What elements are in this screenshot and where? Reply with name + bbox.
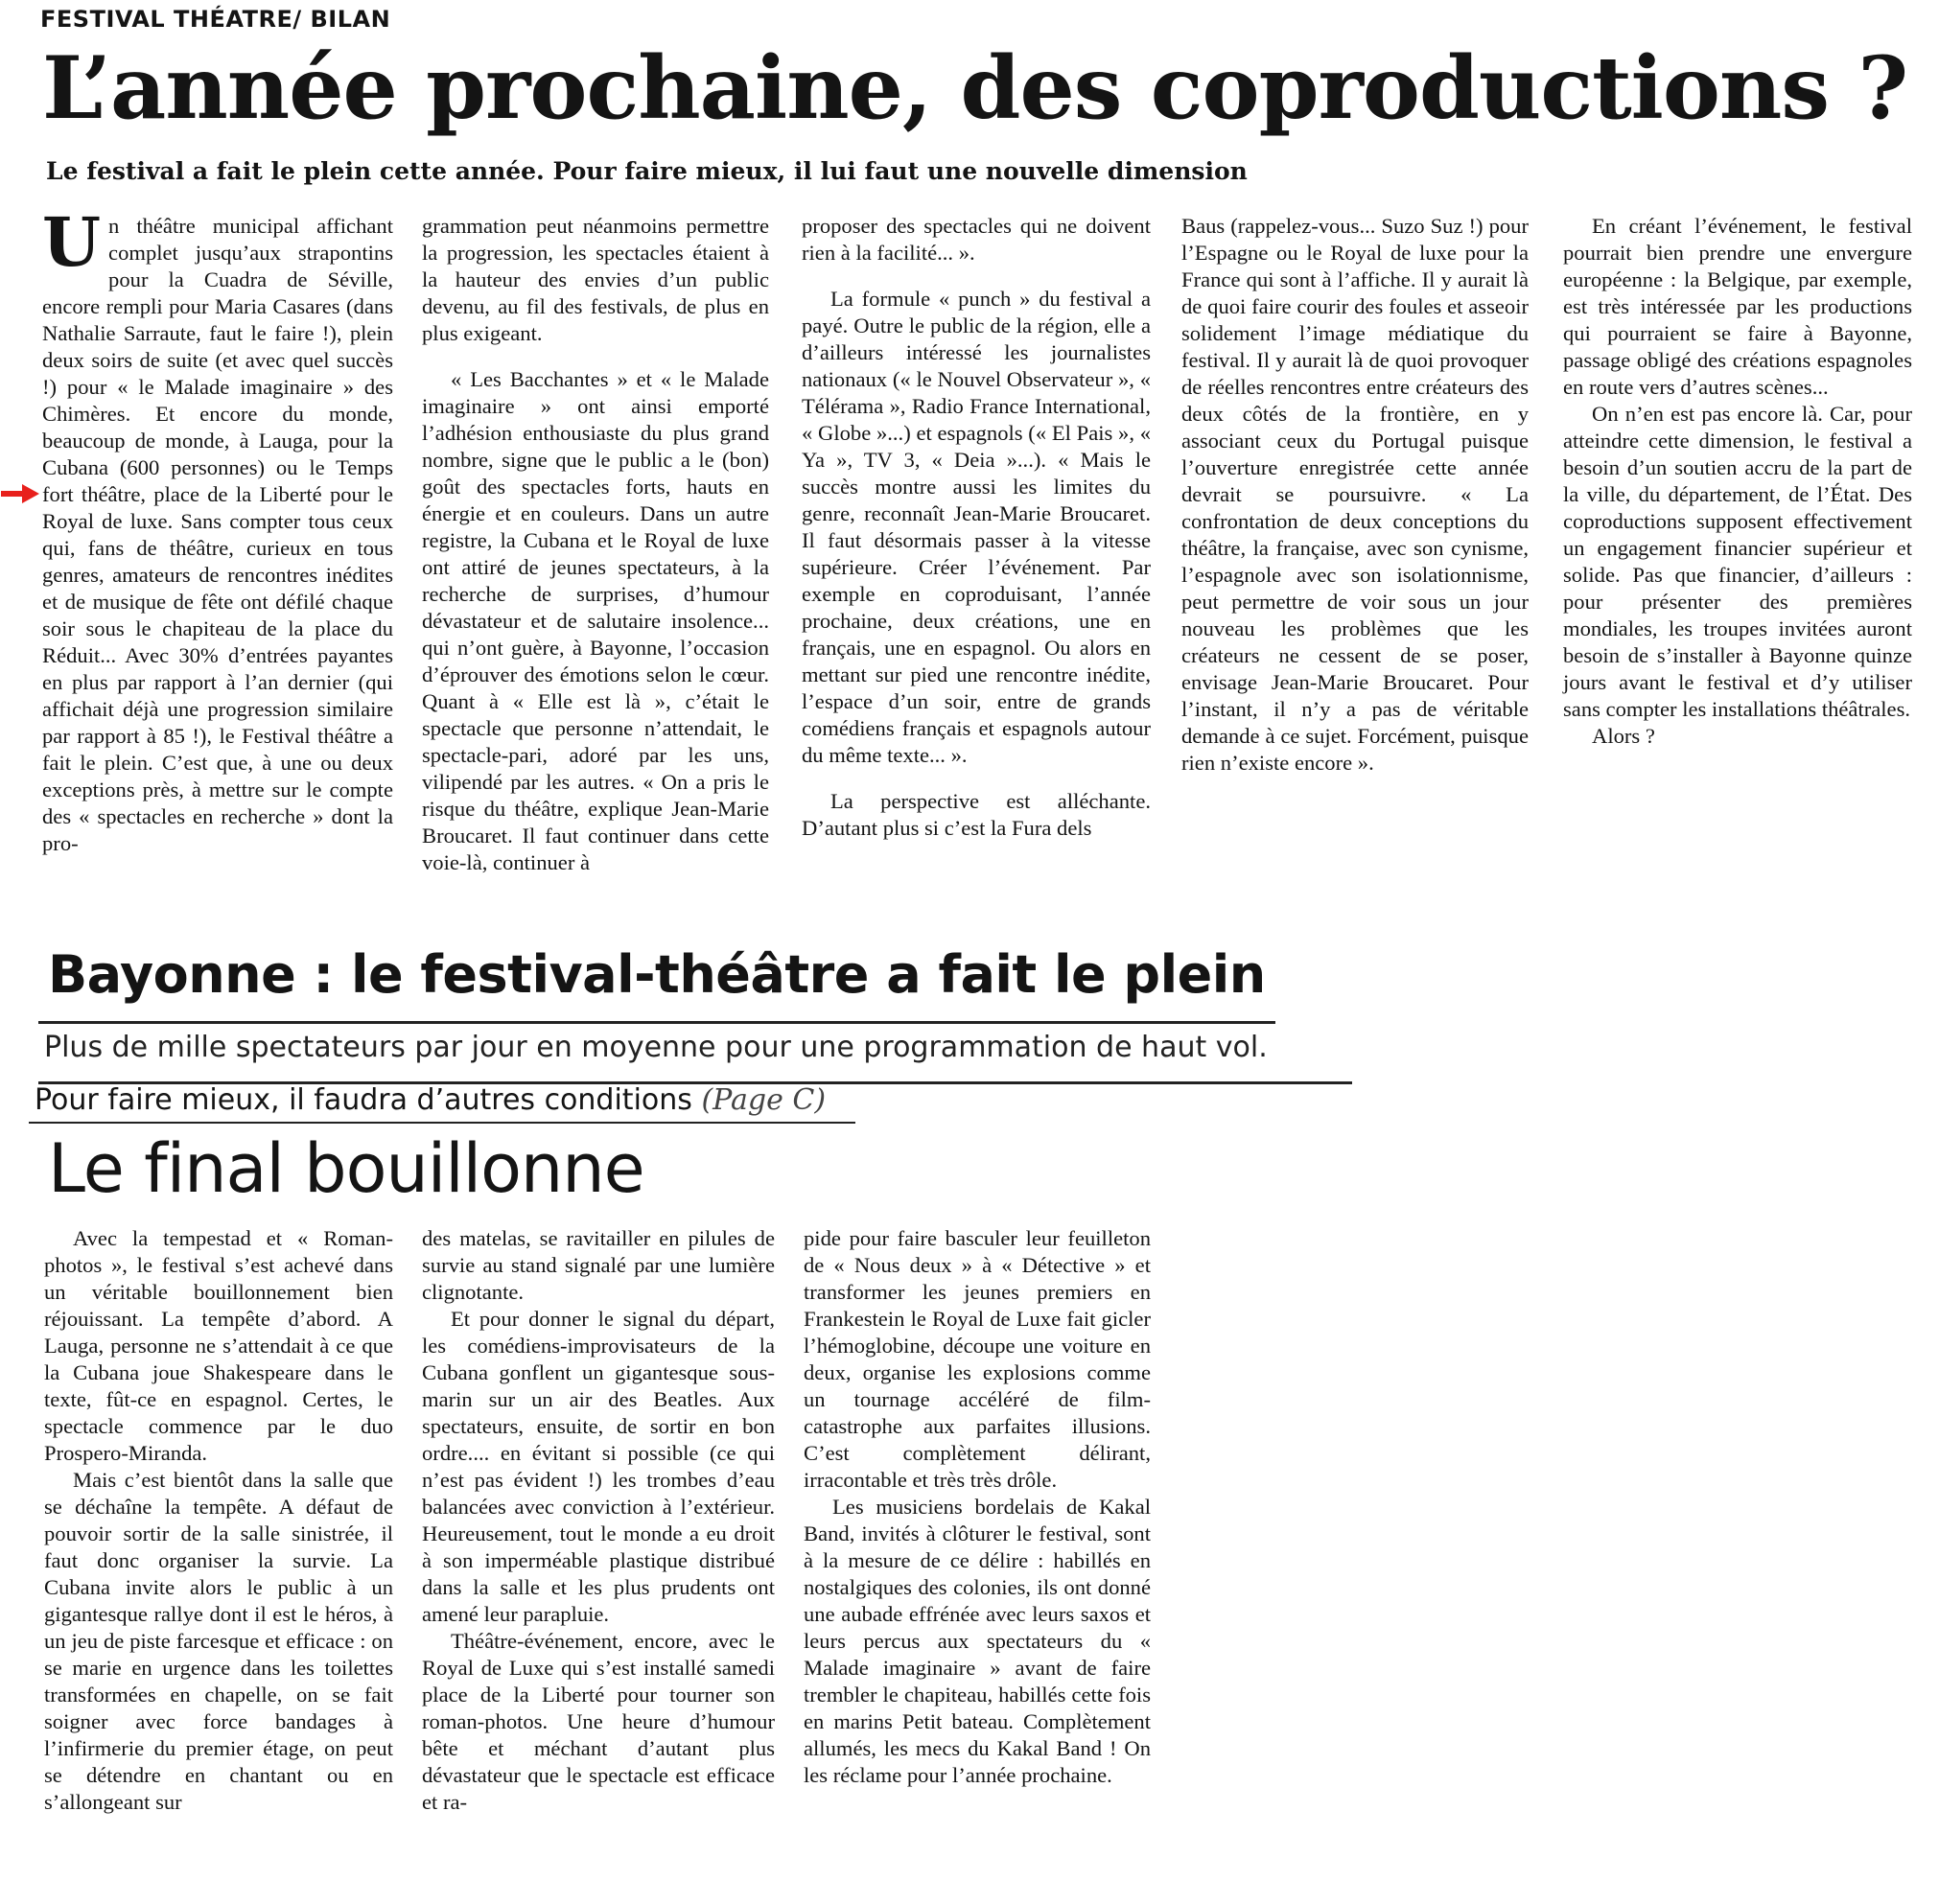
paragraph: pide pour faire basculer leur feuilleton de « Nous deux » à « Détective » et transformer les jeunes premiers en Frankestein le Royal de Luxe fait gicler l’hémoglobine, découpe une voiture en deux, organise les explosions comme un tournage accéléré de film-catastrophe aux parfaites illusions. C’est complètement délirant, irracontable et très très drôle.	[804, 1226, 1151, 1492]
paragraph: Théâtre-événement, encore, avec le Royal de Luxe qui s’est installé samedi place de la Liberté pour tourner son roman-photos. Une heure d’humour bête et méchant d’autant plus dévastateur que le spectacle est efficace et ra-	[422, 1629, 775, 1814]
paragraph: proposer des spectacles qui ne doivent rien à la facilité... ».	[802, 214, 1151, 265]
subheadline: Le festival a fait le plein cette année. Pour faire mieux, il lui faut une nouvelle dimension	[46, 157, 1248, 185]
column-1	[42, 202, 393, 857]
paragraph: « Les Bacchantes » et « le Malade imaginaire » ont ainsi emporté l’adhésion enthousiaste du plus grand nombre, signe que le public a le (bon) goût des spectacles forts, hauts en énergie et en couleurs. Dans un autre registre, la Cubana et le Royal de luxe ont attiré de jeunes spectateurs, à la recherche de surprises, d’humour dévastateur et de salutaire insolence... qui n’ont guère, à Bayonne, l’occasion d’éprouver des émotions selon le cœur. Quant à « Elle est là », c’était le spectacle que personne n’attendait, le spectacle-pari, adoré par les uns, vilipendé par les autres. « On a pris le risque du théâtre, explique Jean-Marie Broucaret. Il faut continuer dans cette voie-là, continuer à	[422, 367, 769, 874]
paragraph: Les musiciens bordelais de Kakal Band, invités à clôturer le festival, sont à la mesure de ce délire : habillés en nostalgiques des colonies, ils ont donné une aubade effrénée avec leurs saxos et leurs percus aux spectateurs du « Malade imaginaire » avant de faire trembler le chapiteau, habillés cette fois en marins Petit bateau. Complètement allumés, les mecs du Kakal Band ! On les réclame pour l’année prochaine.	[804, 1495, 1151, 1787]
paragraph: Et pour donner le signal du départ, les comédiens-improvisateurs de la Cubana gonflent un gigantesque sous-marin sur un air des Beatles. Aux spectateurs, ensuite, de sortir en bon ordre.... en évitant si possible (ce qui n’est pas évident !) les trombes d’eau balancées avec conviction à l’extérieur. Heureusement, tout le monde a eu droit à son imperméable plastique distribué dans la salle et les plus prudents ont amené leur parapluie.	[422, 1307, 775, 1626]
drop-cap: U	[42, 202, 102, 282]
kicker: FESTIVAL THÉATRE/ BILAN	[40, 6, 391, 33]
paragraph: Avec la tempestad et « Roman-photos », le festival s’est achevé dans un véritable bouillonnement bien réjouissant. La tempête d’abord. A Lauga, personne ne s’attendait à ce que la Cubana joue Shakespeare dans le texte, fût-ce en espagnol. Certes, le spectacle commence par le duo Prospero-Miranda.	[44, 1226, 393, 1465]
column-5	[1563, 213, 1912, 750]
divider	[38, 1021, 1275, 1024]
divider	[29, 1122, 855, 1124]
headline: L’année prochaine, des coproductions ?	[42, 37, 1908, 139]
column-3	[802, 213, 1151, 842]
second-subheadline: Plus de mille spectateurs par jour en moyenne pour une programmation de haut vol.	[44, 1031, 1268, 1064]
column-c	[804, 1225, 1151, 1789]
column-2	[422, 213, 769, 876]
paragraph: En créant l’événement, le festival pourrait bien prendre une envergure européenne : la Belgique, par exemple, est très intéressée par les productions qui pourraient se faire à Bayonne, passage obligé des créations espagnoles en route vers d’autres scènes...	[1563, 214, 1912, 399]
teaser-line	[35, 1083, 826, 1117]
teaser-text: Pour faire mieux, il faudra d’autres conditions	[35, 1083, 692, 1117]
paragraph: Alors ?	[1592, 724, 1655, 748]
paragraph: La perspective est alléchante. D’autant plus si c’est la Fura dels	[802, 789, 1151, 840]
column-4	[1181, 213, 1529, 777]
column-a	[44, 1225, 393, 1816]
second-headline: Bayonne : le festival-théâtre a fait le plein	[48, 944, 1266, 1005]
page-reference: (Page C)	[701, 1083, 827, 1117]
red-arrow-icon	[1, 484, 39, 503]
paragraph: Mais c’est bientôt dans la salle que se déchaîne la tempête. A défaut de pouvoir sortir de la salle sinistrée, il faut donc organiser la survie. La Cubana invite alors le public à un gigantesque rallye dont il est le héros, à un jeu de piste farcesque et efficace : on se marie en urgence dans les toilettes transformées en chapelle, on se fait soigner avec force bandages à l’infirmerie du premier étage, on peut se détendre en chantant ou en s’allongeant sur	[44, 1468, 393, 1814]
paragraph: La formule « punch » du festival a payé. Outre le public de la région, elle a d’ailleurs intéressé les journalistes nationaux (« le Nouvel Observateur », « Télérama », Radio France International, « Globe »...) et espagnols (« El Pais », « Ya », TV 3, « Deia »...). « Mais le succès montre aussi les limites du genre, reconnaît Jean-Marie Broucaret. Il faut désormais passer à la vitesse supérieure. Créer l’événement. Par exemple en coproduisant, l’année prochaine, deux créations, une en français, une en espagnol. Ou alors en mettant sur pied une rencontre inédite, l’espace d’un soir, entre de grands comédiens français et espagnols autour du même texte... ».	[802, 287, 1151, 767]
third-headline: Le final bouillonne	[48, 1129, 644, 1208]
column-b	[422, 1225, 775, 1816]
paragraph: grammation peut néanmoins permettre la progression, les spectacles étaient à la hauteur des envies d’un public devenu, au fil des festivals, de plus en plus exigeant.	[422, 214, 769, 345]
paragraph: On n’en est pas encore là. Car, pour atteindre cette dimension, le festival a besoin d’un soutien accru de la part de la ville, du département, de l’État. Des coproductions supposent effectivement un engagement financier supérieur et solide. Pas que financier, d’ailleurs : pour présenter des premières mondiales, les troupes invitées auront besoin de s’installer à Bayonne quinze jours avant le festival et d’y utiliser sans compter les installations théâtrales.	[1563, 402, 1912, 721]
paragraph: n théâtre municipal affichant complet jusqu’aux strapontins pour la Cuadra de Séville, encore rempli pour Maria Casares (dans Nathalie Sarraute, faut le faire !), plein deux soirs de suite (et avec quel succès !) pour « le Malade imaginaire » des Chimères. Et encore du monde, beaucoup de monde, à Lauga, pour la Cubana (600 personnes) ou le Temps fort théâtre, place de la Liberté pour le Royal de luxe. Sans compter tous ceux qui, fans de théâtre, curieux en tous genres, amateurs de rencontres inédites et de musique de fête ont défilé chaque soir sous le chapiteau de la place du Réduit... Avec 30% d’entrées payantes en plus par rapport à l’an dernier (qui affichait déjà une progression similaire par rapport à 85 !), le Festival théâtre a fait le plein. C’est que, à une ou deux exceptions près, à mettre sur le compte des « spectacles en recherche » dont la pro-	[42, 214, 393, 855]
paragraph: des matelas, se ravitailler en pilules de survie au stand signalé par une lumière clignotante.	[422, 1226, 775, 1304]
paragraph: Baus (rappelez-vous... Suzo Suz !) pour l’Espagne ou le Royal de luxe pour la France qui sont à l’affiche. Il y aurait là de quoi faire courir des foules et asseoir solidement l’image médiatique du festival. Il y aurait là de quoi provoquer de réelles rencontres entre créateurs des deux côtés de la frontière, en y associant ceux du Portugal puisque l’ouverture enregistrée cette année devrait se poursuivre. « La confrontation de deux conceptions du théâtre, la française, avec son cynisme, l’espagnole avec son isolationnisme, peut permettre de voir sous un jour nouveau les problèmes que les créateurs ne cessent de se poser, envisage Jean-Marie Broucaret. Pour l’instant, il n’y a pas de véritable demande à ce sujet. Forcément, puisque rien n’existe encore ».	[1181, 214, 1529, 775]
